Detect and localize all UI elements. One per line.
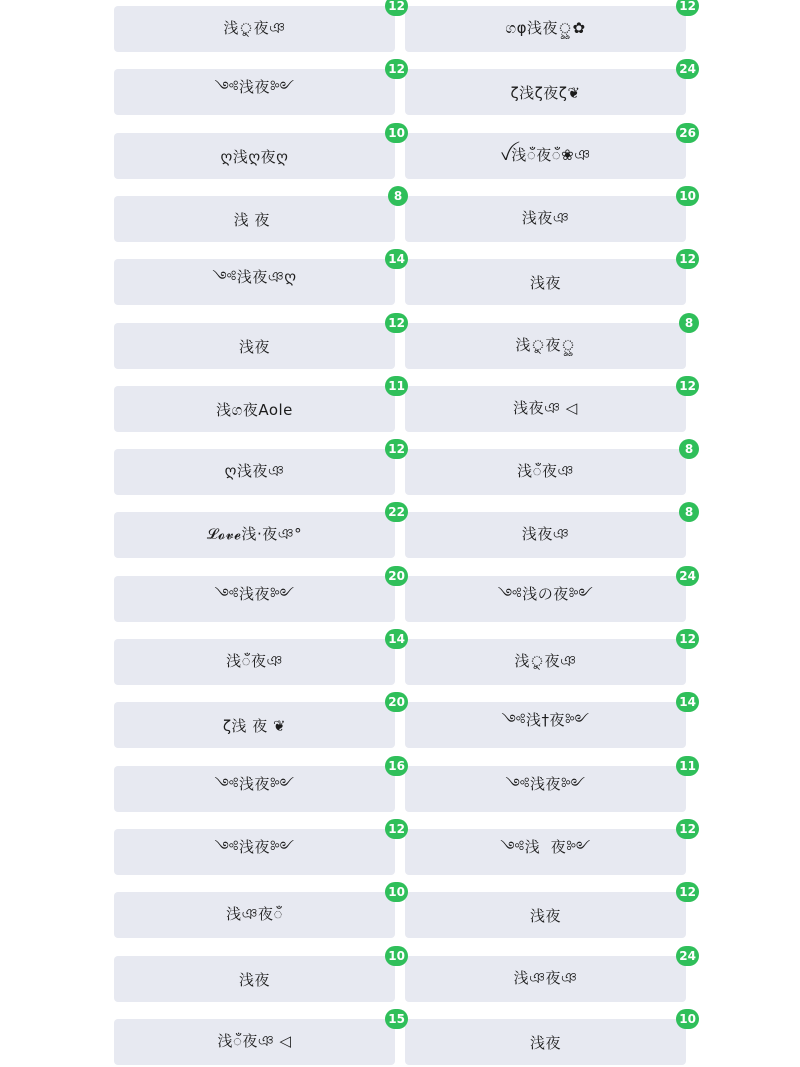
name-card[interactable] [405,126,696,179]
name-text: ༺浅†夜༻ [501,711,590,729]
count-badge: 12 [385,313,408,333]
name-text: ꪜ浅ँ夜ँ❀ঞ [500,146,591,164]
count-badge: 12 [676,376,699,396]
count-badge: 24 [676,59,699,79]
name-card[interactable] [405,885,696,938]
count-badge: 12 [676,249,699,269]
name-card[interactable] [114,695,405,748]
count-badge: 12 [676,629,699,649]
count-badge: 24 [676,946,699,966]
count-badge: 16 [385,756,408,776]
name-card[interactable] [114,189,403,242]
count-badge: 20 [385,566,408,586]
count-badge: 12 [676,819,699,839]
count-badge: 11 [385,376,408,396]
name-card[interactable] [405,252,696,305]
name-card[interactable] [405,695,696,748]
name-text: ༺浅夜༻ [214,585,295,603]
name-text: ༺浅の夜༻ [497,585,594,603]
count-badge: 12 [676,882,699,902]
name-card[interactable] [405,949,696,1002]
count-badge: 15 [385,1009,408,1029]
count-badge: 12 [385,0,408,16]
count-badge: 11 [676,756,699,776]
name-card[interactable] [114,885,405,938]
name-text: 浅ু夜ৣ [515,335,576,354]
count-badge: 20 [385,692,408,712]
count-badge: 26 [676,123,699,143]
name-card[interactable] [405,759,696,812]
name-text: ღ浅夜ঞ [224,461,285,480]
name-text: ༺浅夜ঞღ [212,268,297,286]
name-card[interactable] [405,632,696,685]
name-card[interactable] [405,569,696,622]
name-card[interactable] [114,569,405,622]
count-badge: 10 [385,123,408,143]
name-text: 浅ু夜ঞ [223,18,286,37]
name-text: 浅ँ夜ঞ ◁ [217,1031,292,1050]
name-text: 𝓛𝓸𝓿𝓮浅·夜ঞ° [206,524,303,543]
name-text: ༺浅夜༻ [214,78,295,96]
count-badge: 12 [676,0,699,16]
name-text: 浅ග夜Aole [216,400,293,419]
count-badge: 12 [385,819,408,839]
count-badge: 12 [385,439,408,459]
name-card[interactable] [114,822,405,875]
name-text: ζ︎浅ζ︎夜ζ︎❦ [510,83,581,102]
name-card[interactable] [114,949,405,1002]
name-text: ༺浅 ︎ ︎夜༻ [500,838,591,856]
count-badge: 10 [385,882,408,902]
name-card[interactable] [405,189,696,242]
count-badge: 10 [676,186,699,206]
name-card[interactable] [114,0,405,52]
name-card[interactable] [114,632,405,685]
name-card[interactable] [114,316,405,369]
name-card[interactable] [114,1012,405,1065]
name-text: 浅夜 [529,1033,561,1052]
name-card[interactable] [114,252,405,305]
name-card[interactable] [405,316,694,369]
name-card[interactable] [405,379,696,432]
name-text: 浅ँ夜ঞ [226,651,283,670]
name-card[interactable] [405,505,694,558]
name-card[interactable] [405,822,696,875]
name-text: ༺浅夜༻ [214,838,295,856]
name-text: 浅ু夜ঞ [514,651,577,670]
name-card[interactable] [405,442,694,495]
name-card[interactable] [405,62,696,115]
count-badge: 14 [385,629,408,649]
count-badge: 24 [676,566,699,586]
name-text: 浅夜ঞ [521,524,570,543]
name-text: 浅夜 [529,906,561,925]
name-card[interactable] [405,0,696,52]
name-text: ༺浅夜༻ [214,775,295,793]
name-text: 浅夜 [238,337,270,356]
count-badge: 10 [676,1009,699,1029]
name-text: 浅夜 [238,970,270,989]
name-text: ගφ浅夜ৣ✿ [505,18,586,37]
count-badge: 8 [679,439,699,459]
count-badge: 8 [388,186,408,206]
name-text: ღ浅ღ夜ღ [220,147,289,166]
name-text: 浅夜ঞ [521,208,570,227]
name-text: 浅夜 [529,273,561,292]
count-badge: 14 [676,692,699,712]
name-card[interactable] [114,759,405,812]
name-text: 浅ঞ夜ঞ [513,968,578,987]
count-badge: 8 [679,313,699,333]
count-badge: 10 [385,946,408,966]
name-text: 浅ঞ夜ँ [226,904,283,923]
count-badge: 14 [385,249,408,269]
count-badge: 12 [385,59,408,79]
count-badge: 22 [385,502,408,522]
name-text: 浅夜ঞ ◁ [513,398,578,417]
name-card[interactable] [114,126,405,179]
count-badge: 8 [679,502,699,522]
name-card[interactable] [114,505,405,558]
name-card[interactable] [114,379,405,432]
name-text: 浅ँ夜ঞ [517,461,574,480]
name-text: ༺浅夜༻ [505,775,586,793]
name-card[interactable] [114,62,405,115]
name-card[interactable] [405,1012,696,1065]
name-text: ζ︎浅 ︎夜 ︎❦ [222,716,287,735]
name-card[interactable] [114,442,405,495]
name-text: 浅 ︎夜 ︎ [233,210,276,229]
